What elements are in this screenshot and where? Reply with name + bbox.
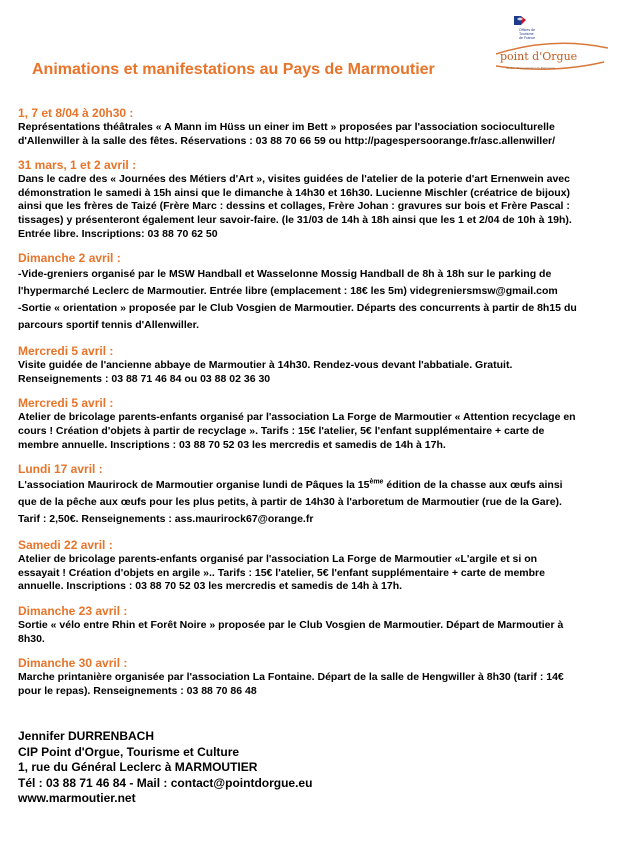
- event-description-line: parcours sportif tennis d'Allenwiller.: [18, 319, 200, 332]
- event-description-line: -Sortie « orientation » proposée par le Club Vosgien de Marmoutier. Départs des concurrents à partir de 8h15 du: [18, 302, 577, 315]
- event-date: Mercredi 5 avril :: [18, 396, 114, 411]
- event-date: Dimanche 2 avril :: [18, 251, 121, 266]
- event-description-line: cours ! Création d'objets à partir de recyclage ». Tarifs : 15€ l'atelier, 5€ l'enfant supplémentaire + carte de: [18, 424, 545, 437]
- logo-graphic: [492, 14, 612, 76]
- event-description-line: tissages) y présenteront également leur savoir-faire. (le 31/03 de 14h à 18h ainsi que les 1 et 2/04 de 10h à 19h).: [18, 213, 572, 226]
- event-description-line: Visite guidée de l'ancienne abbaye de Marmoutier à 14h30. Rendez-vous devant l'abbatiale. Gratuit.: [18, 359, 513, 372]
- event-date: 31 mars, 1 et 2 avril :: [18, 158, 137, 173]
- event-description-line: démonstration le samedi à 15h ainsi que le dimanche à 14h30 et 16h30. Lucienne Mischler (créatrice de bijoux): [18, 186, 571, 199]
- org-line-2: Tourisme: [519, 32, 534, 36]
- event-description-line: -Vide-greniers organisé par le MSW Handball et Wasselonne Mossig Handball de 8h à 18h sur le parking de: [18, 268, 552, 281]
- event-description-line: membre annuelle. Inscriptions : 03 88 70 52 03 les mercredis et samedis de 14h à 17h.: [18, 438, 446, 451]
- event-description-line: Représentations théâtrales « A Mann im Hüss un einer im Bett » proposées par l'association socioculturelle: [18, 121, 555, 133]
- event-item: [18, 656, 624, 698]
- signature-name: Jennifer DURRENBACH: [18, 729, 155, 743]
- event-date: 1, 7 et 8/04 à 20h30 :: [18, 106, 134, 120]
- event-description-line: l'hypermarché Leclerc de Marmoutier. Entrée libre (emplacement : 18€ les 5m) videgreniersmsw@gmail.com: [18, 285, 558, 298]
- org-line-1: Offices de: [519, 28, 536, 32]
- signature-website: www.marmoutier.net: [18, 791, 136, 805]
- event-item: [18, 158, 624, 241]
- event-item: [18, 604, 624, 646]
- event-description-line: Dans le cadre des « Journées des Métiers d'Art », visites guidées de l'atelier de la poterie d'art Ernenwein avec: [18, 173, 570, 186]
- signature-contact: Tél : 03 88 71 46 84 - Mail : contact@pointdorgue.eu: [18, 775, 313, 790]
- event-text: L'association Maurirock de Marmoutier organise lundi de Pâques la 15: [18, 479, 370, 492]
- event-description-line: d'Allenwiller à la salle des fêtes. Réservations : 03 88 70 66 59 ou http://pagespersoorange.fr/asc.allenwiller/: [18, 134, 556, 147]
- event-item: [18, 538, 624, 594]
- event-item: [18, 344, 624, 386]
- event-description-line: que de la pêche aux œufs pour les plus petits, à partir de 14h30 à l'arboretum de Marmoutier (rue de la Gare).: [18, 496, 562, 509]
- logo-brand-text: point d'Orgue: [500, 50, 578, 63]
- event-description-line: Entrée libre. Inscriptions: 03 88 70 62 50: [18, 227, 218, 240]
- event-date: Mercredi 5 avril :: [18, 344, 114, 359]
- event-item: [18, 396, 624, 452]
- signature-organization: CIP Point d'Orgue, Tourisme et Culture: [18, 744, 240, 759]
- event-description-line: annuelle. Inscriptions : 03 88 70 52 03 les mercredis et samedis de 14h à 17h.: [18, 580, 403, 593]
- event-description-line: pour le repas). Renseignements : 03 88 70 86 48: [18, 684, 257, 697]
- event-description-line: Atelier de bricolage parents-enfants organisé par l'association La Forge de Marmoutier «L'argile et si on: [18, 553, 538, 566]
- event-description-line: Sortie « vélo entre Rhin et Forêt Noire » proposée par le Club Vosgien de Marmoutier. Départ de Marmoutier à: [18, 618, 564, 631]
- event-item: [18, 462, 624, 528]
- org-line-3: de France: [519, 36, 536, 40]
- event-item: [18, 251, 624, 334]
- event-text: édition de la chasse aux œufs ainsi: [383, 479, 563, 492]
- event-description-line: Tarif : 2,50€. Renseignements : ass.maurirock67@orange.fr: [18, 513, 314, 526]
- signature-address: 1, rue du Général Leclerc à MARMOUTIER: [18, 760, 258, 774]
- event-description-line: Renseignements : 03 88 71 46 84 ou 03 88 02 36 30: [18, 372, 271, 385]
- event-date: Dimanche 23 avril :: [18, 603, 128, 618]
- event-date: Samedi 22 avril :: [18, 538, 113, 553]
- event-description-line: ainsi que les frères de Taizé (Frère Marc : dessins et collages, Frère Johan : gravures sur bois et Frère Pascal :: [18, 200, 570, 213]
- event-date: Lundi 17 avril :: [18, 462, 103, 477]
- event-description-line: [18, 477, 624, 494]
- event-item: [18, 106, 624, 148]
- logo-tagline: Centre d'Interprétation du Patrimoine: [506, 66, 556, 70]
- event-description-line: Atelier de bricolage parents-enfants organisé par l'association La Forge de Marmoutier « Attention recyclage en: [18, 411, 576, 424]
- offices-tourisme-emblem-icon: [514, 16, 526, 25]
- signature-block: [18, 729, 312, 807]
- ordinal-suffix: ème: [369, 478, 384, 486]
- event-description-line: Marche printanière organisée par l'association La Fontaine. Départ de la salle de Hengwiller à 8h30 (tarif : 14€: [18, 671, 564, 684]
- point-dorgue-logo: [492, 14, 612, 76]
- events-list: [18, 106, 624, 708]
- event-description-line: 8h30.: [18, 632, 45, 645]
- event-description-line: essayait ! Création d'objets en argile ».. Tarifs : 15€ l'atelier, 5€ l'enfant supplémentaire + carte de membre: [18, 566, 545, 579]
- event-date: Dimanche 30 avril :: [18, 656, 128, 671]
- page-title: Animations et manifestations au Pays de Marmoutier: [32, 61, 435, 78]
